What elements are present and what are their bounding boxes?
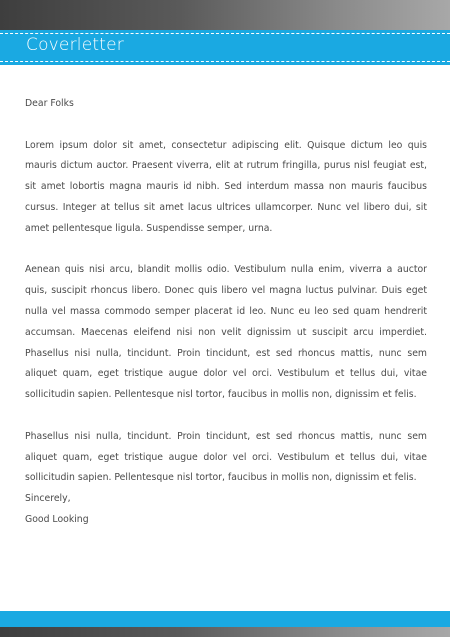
letter-body [25, 94, 427, 531]
title-band-bottom-stitch [0, 61, 450, 62]
letter-paragraph-2: Aenean quis nisi arcu, blandit mollis odio. Vestibulum nulla enim, viverra a auctor quis, suscipit rhoncus libero. Donec quis libero vel magna luctus pulvinar. Duis eget nulla vel massa commodo semper placerat id leo. Nunc eu leo sed quam hendrerit accumsan. Maecenas eleifend nisi non velit dignissim ut suscipit arcu imperdiet. Phasellus nisi nulla, tincidunt. Proin tincidunt, est sed rhoncus mattis, nunc sem aliquet quam, eget tristique augue dolor vel orci. Vestibulum et tellus dui, vitae sollicitudin sapien. Pellentesque nisl tortor, faucibus in mollis non, dignissim et felis. [25, 264, 427, 401]
top-gradient-bar [0, 0, 450, 30]
page-title: Coverletter [26, 35, 124, 55]
letter-closing: Sincerely, [25, 493, 71, 505]
title-band [0, 30, 450, 65]
spacer [25, 406, 427, 427]
letter-signature: Good Looking [25, 513, 89, 525]
letter-paragraph-3: Phasellus nisi nulla, tincidunt. Proin tincidunt, est sed rhoncus mattis, nunc sem aliquet quam, eget tristique augue dolor vel orci. Vestibulum et tellus dui, vitae sollicitudin sapien. Pellentesque nisl tortor, faucibus in mollis non, dignissim et felis. [25, 430, 427, 484]
letter-salutation: Dear Folks [25, 98, 74, 109]
bottom-accent-band [0, 611, 450, 627]
bottom-gradient-bar [0, 627, 450, 637]
letter-paragraph-1: Lorem ipsum dolor sit amet, consectetur adipiscing elit. Quisque dictum leo quis mauris dictum auctor. Praesent viverra, elit at rutrum fringilla, purus nisl feugiat est, sit amet lobortis magna mauris id nibh. Sed interdum massa non mauris faucibus cursus. Integer at tellus sit amet lacus ultrices ullamcorper. Nunc vel libero dui, sit amet pellentesque ligula. Suspendisse semper, urna. [25, 139, 427, 234]
spacer [25, 115, 427, 136]
title-band-top-stitch [0, 33, 450, 34]
spacer [25, 240, 427, 261]
